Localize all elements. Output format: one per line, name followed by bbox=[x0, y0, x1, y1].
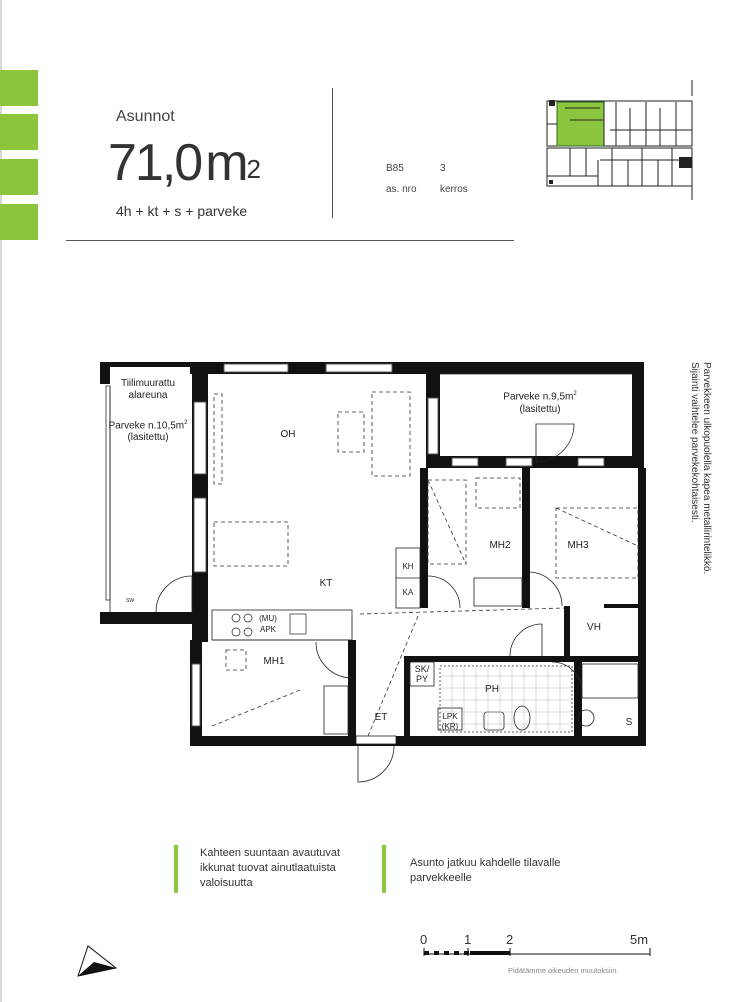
apartment-number: B85 bbox=[386, 163, 404, 174]
apartment-area: $71,0m^2$ bbox=[108, 134, 262, 192]
room-label-mh1: MH1 bbox=[263, 656, 285, 667]
label-mu: (MU) bbox=[259, 614, 277, 623]
scale-label-0: 0 bbox=[420, 932, 428, 947]
label-sw: SW bbox=[126, 598, 135, 604]
label-ka: KA bbox=[402, 588, 414, 597]
feature-balconies: Asunto jatkuu kahdelle tilavalle parvekkeelle bbox=[410, 857, 561, 884]
disclaimer: Pidätämme oikeuden muutoksiin. bbox=[508, 966, 619, 975]
room-label-et: ET bbox=[374, 712, 388, 723]
left-balcony-brick-1: Tiilimuurattu bbox=[120, 378, 176, 389]
left-balcony-glazed: (lasitettu) bbox=[127, 432, 169, 443]
section-title: Asunnot bbox=[116, 108, 175, 125]
floor-number: 3 bbox=[440, 163, 446, 174]
scale-label-5: 5m bbox=[630, 932, 649, 947]
room-label-vh: VH bbox=[587, 622, 601, 633]
left-balcony-brick-2: alareuna bbox=[128, 390, 168, 401]
scale-label-1: 1 bbox=[464, 932, 472, 947]
balcony-railing-note: Parvekkeen ulkopuolella kapea metallirintelikkö. Sijainti vaihtelee parvekekohtaisesti. bbox=[689, 362, 712, 575]
room-label-mh3: MH3 bbox=[567, 540, 589, 551]
room-label-kt: KT bbox=[319, 578, 333, 589]
floor-label: kerros bbox=[440, 184, 468, 195]
feature-windows: Kahteen suuntaan avautuvat ikkunat tuovat ainutlaatuista valoisuutta bbox=[200, 847, 341, 889]
right-balcony-name: Parveke $n.9,5m^2$ bbox=[503, 391, 577, 403]
label-skpy-1: SK/ bbox=[414, 664, 430, 674]
label-lpk-2: (KR) bbox=[441, 722, 459, 731]
feature-accent-bar bbox=[174, 845, 178, 893]
label-skpy-2: PY bbox=[415, 674, 429, 684]
apartment-number-label: as. nro bbox=[386, 184, 417, 195]
room-label-oh: OH bbox=[280, 429, 296, 440]
room-label-s: S bbox=[625, 717, 633, 728]
label-lpk-1: LPK bbox=[442, 712, 458, 721]
room-label-mh2: MH2 bbox=[489, 540, 511, 551]
right-balcony-glazed: (lasitettu) bbox=[519, 404, 561, 415]
room-label-ph: PH bbox=[485, 684, 499, 695]
apartment-composition: 4h + kt + s + parveke bbox=[116, 203, 248, 219]
label-kh: KH bbox=[402, 562, 414, 571]
feature-accent-bar bbox=[382, 845, 386, 893]
scale-label-2: 2 bbox=[506, 932, 514, 947]
label-apk: APK bbox=[259, 625, 277, 634]
left-balcony-name: Parveke $n.10,5m^2$ bbox=[108, 420, 188, 432]
